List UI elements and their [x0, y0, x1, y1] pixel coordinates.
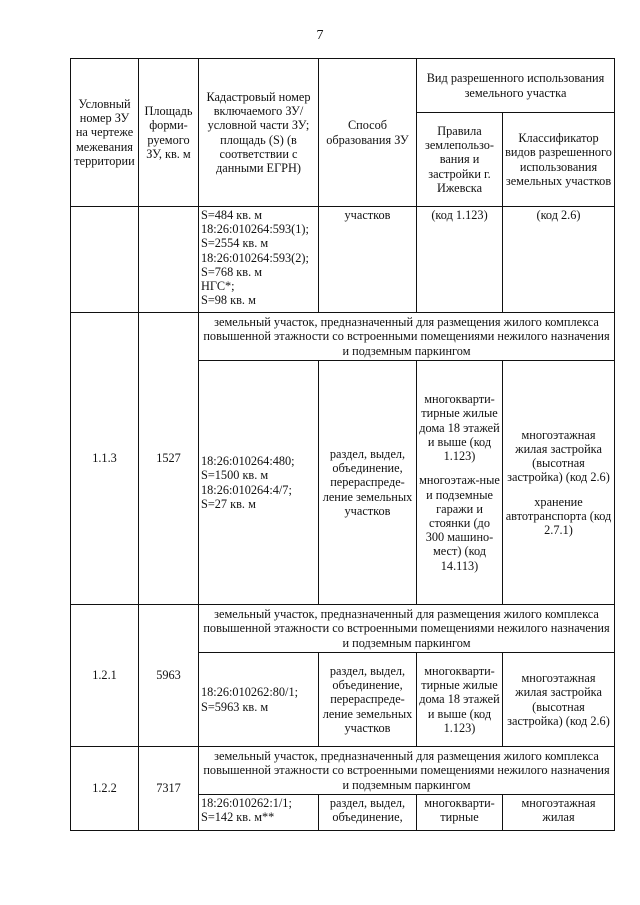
cell-number	[71, 207, 139, 313]
cell-purpose: земельный участок, предназначенный для размещения жилого комплекса повышенной этажности со встроенными помещениями нежилого назначения и подземным паркингом	[199, 747, 615, 795]
header-permitted-use: Вид разрешенного использования земельного участка	[417, 59, 615, 113]
header-area: Площадь форми-руемого ЗУ, кв. м	[139, 59, 199, 207]
cell-use-rules: многокварти-тирные жилые дома 18 этажей и выше (код 1.123)	[417, 653, 503, 747]
header-cadastral: Кадастровый номер включаемого ЗУ/ условной части ЗУ; площадь (S) (в соответствии с данными ЕГРН)	[199, 59, 319, 207]
use-rules-item: многокварти-тирные жилые дома 18 этажей и выше (код 1.123)	[419, 392, 500, 464]
cell-cadastral: S=484 кв. м 18:26:010264:593(1); S=2554 кв. м 18:26:010264:593(2); S=768 кв. м НГС*; S=98 кв. м	[199, 207, 319, 313]
table-row-purpose	[71, 605, 615, 653]
header-number: Условный номер ЗУ на чертеже межевания территории	[71, 59, 139, 207]
header-method: Способ образования ЗУ	[319, 59, 417, 207]
header-use-rules: Правила землепользо-вания и застройки г. Ижевска	[417, 113, 503, 207]
cell-method: раздел, выдел, объединение, перераспреде-ление земельных участков	[319, 653, 417, 747]
cell-purpose: земельный участок, предназначенный для размещения жилого комплекса повышенной этажности со встроенными помещениями нежилого назначения и подземным паркингом	[199, 605, 615, 653]
table-row-purpose	[71, 313, 615, 361]
cell-use-classifier	[503, 361, 615, 605]
cell-area: 5963	[139, 605, 199, 747]
cell-use-rules	[417, 361, 503, 605]
cell-use-rules: многокварти-тирные	[417, 795, 503, 831]
cell-area: 7317	[139, 747, 199, 831]
cell-cadastral: 18:26:010264:480; S=1500 кв. м 18:26:010264:4/7; S=27 кв. м	[199, 361, 319, 605]
use-classifier-item: хранение автотранспорта (код 2.7.1)	[505, 494, 612, 537]
cell-area	[139, 207, 199, 313]
cell-purpose: земельный участок, предназначенный для размещения жилого комплекса повышенной этажности со встроенными помещениями нежилого назначения и подземным паркингом	[199, 313, 615, 361]
page-number: 7	[316, 28, 324, 43]
cell-use-classifier: (код 2.6)	[503, 207, 615, 313]
cell-cadastral: 18:26:010262:1/1; S=142 кв. м**	[199, 795, 319, 831]
cell-number: 1.2.2	[71, 747, 139, 831]
cell-area: 1527	[139, 313, 199, 605]
cell-number: 1.1.3	[71, 313, 139, 605]
use-rules-item: многоэтаж-ные и подземные гаражи и стоянки (до 300 машино-мест) (код 14.113)	[419, 473, 500, 573]
cell-method: раздел, выдел, объединение,	[319, 795, 417, 831]
use-classifier-item: многоэтажная жилая застройка (высотная застройка) (код 2.6)	[507, 427, 610, 485]
cell-use-rules: (код 1.123)	[417, 207, 503, 313]
land-plots-table	[70, 58, 615, 831]
cell-method: раздел, выдел, объединение, перераспреде-ление земельных участков	[319, 361, 417, 605]
header-use-classifier: Классификатор видов разрешенного использования земельных участков	[503, 113, 615, 207]
cell-method: участков	[319, 207, 417, 313]
cell-cadastral: 18:26:010262:80/1; S=5963 кв. м	[199, 653, 319, 747]
table-row-purpose	[71, 747, 615, 795]
cell-use-classifier: многоэтажная жилая застройка (высотная застройка) (код 2.6)	[503, 653, 615, 747]
cell-number: 1.2.1	[71, 605, 139, 747]
cell-use-classifier: многоэтажная жилая	[503, 795, 615, 831]
table-row-continuation	[71, 207, 615, 313]
header-row	[71, 59, 615, 113]
